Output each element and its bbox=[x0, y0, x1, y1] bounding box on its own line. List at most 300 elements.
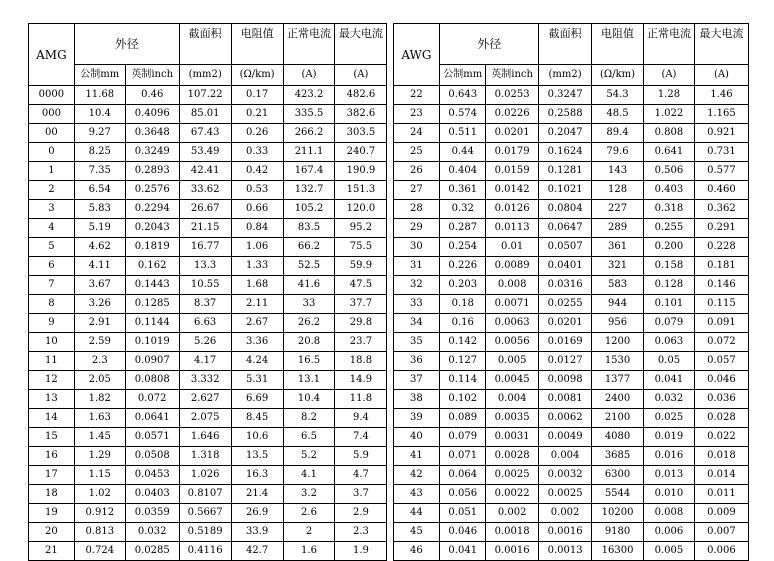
right-cell: 583 bbox=[592, 276, 644, 295]
right-cell: 35 bbox=[393, 333, 440, 352]
left-cell: 53.49 bbox=[179, 143, 231, 162]
right-cell: 0.013 bbox=[644, 466, 695, 485]
right-cell: 44 bbox=[393, 504, 440, 523]
left-cell: 0.8107 bbox=[179, 485, 231, 504]
left-cell: 1.06 bbox=[231, 238, 283, 257]
left-cell: 8.25 bbox=[74, 143, 125, 162]
left-cell: 67.43 bbox=[179, 124, 231, 143]
left-cell: 41.6 bbox=[283, 276, 335, 295]
right-cell: 0.203 bbox=[440, 276, 486, 295]
right-cell: 0.091 bbox=[694, 314, 748, 333]
right-cell: 0.0016 bbox=[486, 542, 539, 561]
inch-subheader-right: 英制inch bbox=[486, 65, 539, 86]
left-cell: 0.84 bbox=[231, 219, 283, 238]
left-cell: 0.26 bbox=[231, 124, 283, 143]
left-cell: 1.6 bbox=[283, 542, 335, 561]
left-cell: 1.646 bbox=[179, 428, 231, 447]
left-cell: 482.6 bbox=[335, 86, 387, 105]
left-cell: 18.8 bbox=[335, 352, 387, 371]
right-cell: 0.0127 bbox=[539, 352, 592, 371]
left-cell: 3.26 bbox=[74, 295, 125, 314]
left-cell: 16.77 bbox=[179, 238, 231, 257]
right-cell: 0.079 bbox=[644, 314, 695, 333]
left-cell: 0.5189 bbox=[179, 523, 231, 542]
right-cell: 0.011 bbox=[694, 485, 748, 504]
left-cell: 0.0285 bbox=[125, 542, 179, 561]
right-cell: 289 bbox=[592, 219, 644, 238]
right-cell: 0.041 bbox=[644, 371, 695, 390]
right-cell: 0.574 bbox=[440, 105, 486, 124]
right-cell: 0.010 bbox=[644, 485, 695, 504]
right-cell: 1530 bbox=[592, 352, 644, 371]
right-cell: 0.008 bbox=[644, 504, 695, 523]
right-cell: 0.009 bbox=[694, 504, 748, 523]
right-cell: 1.28 bbox=[644, 86, 695, 105]
right-cell: 0.008 bbox=[486, 276, 539, 295]
right-cell: 0.057 bbox=[694, 352, 748, 371]
right-cell: 0.0316 bbox=[539, 276, 592, 295]
left-cell: 66.2 bbox=[283, 238, 335, 257]
right-cell: 29 bbox=[393, 219, 440, 238]
right-cell: 9180 bbox=[592, 523, 644, 542]
left-cell: 4.7 bbox=[335, 466, 387, 485]
resistance-unit-right: (Ω/km) bbox=[592, 65, 644, 86]
left-cell: 6 bbox=[29, 257, 75, 276]
left-cell: 0.0359 bbox=[125, 504, 179, 523]
left-cell: 75.5 bbox=[335, 238, 387, 257]
mm-subheader-right: 公制mm bbox=[440, 65, 486, 86]
max-current-unit-left: (A) bbox=[335, 65, 387, 86]
max-current-header-right: 最大电流 bbox=[694, 24, 748, 65]
right-cell: 0.0031 bbox=[486, 428, 539, 447]
right-cell: 0.16 bbox=[440, 314, 486, 333]
right-cell: 0.0035 bbox=[486, 409, 539, 428]
right-cell: 0.0025 bbox=[486, 466, 539, 485]
right-cell: 0.0056 bbox=[486, 333, 539, 352]
right-cell: 0.0126 bbox=[486, 200, 539, 219]
left-cell: 4.11 bbox=[74, 257, 125, 276]
left-cell: 10 bbox=[29, 333, 75, 352]
left-cell: 0.5667 bbox=[179, 504, 231, 523]
right-cell: 0.44 bbox=[440, 143, 486, 162]
right-cell: 0.0226 bbox=[486, 105, 539, 124]
left-cell: 13.3 bbox=[179, 257, 231, 276]
left-cell: 37.7 bbox=[335, 295, 387, 314]
right-cell: 0.0013 bbox=[539, 542, 592, 561]
right-cell: 2100 bbox=[592, 409, 644, 428]
right-cell: 0.228 bbox=[694, 238, 748, 257]
left-cell: 26.67 bbox=[179, 200, 231, 219]
right-cell: 0.079 bbox=[440, 428, 486, 447]
right-cell: 0.114 bbox=[440, 371, 486, 390]
left-cell: 151.3 bbox=[335, 181, 387, 200]
right-cell: 0.046 bbox=[440, 523, 486, 542]
left-cell: 0.2893 bbox=[125, 162, 179, 181]
right-cell: 1.46 bbox=[694, 86, 748, 105]
left-cell: 5.83 bbox=[74, 200, 125, 219]
right-cell: 0.051 bbox=[440, 504, 486, 523]
left-cell: 423.2 bbox=[283, 86, 335, 105]
left-cell: 13 bbox=[29, 390, 75, 409]
left-cell: 3.67 bbox=[74, 276, 125, 295]
left-cell: 0.3648 bbox=[125, 124, 179, 143]
left-cell: 0.21 bbox=[231, 105, 283, 124]
left-cell: 17 bbox=[29, 466, 75, 485]
right-cell: 944 bbox=[592, 295, 644, 314]
left-cell: 12 bbox=[29, 371, 75, 390]
left-cell: 2.3 bbox=[335, 523, 387, 542]
right-cell: 0.0507 bbox=[539, 238, 592, 257]
right-cell: 6300 bbox=[592, 466, 644, 485]
left-cell: 33 bbox=[283, 295, 335, 314]
right-cell: 10200 bbox=[592, 504, 644, 523]
left-cell: 0.072 bbox=[125, 390, 179, 409]
right-cell: 0.0028 bbox=[486, 447, 539, 466]
right-cell: 0.0255 bbox=[539, 295, 592, 314]
right-cell: 0.0201 bbox=[486, 124, 539, 143]
left-cell: 42.41 bbox=[179, 162, 231, 181]
right-cell: 42 bbox=[393, 466, 440, 485]
right-cell: 0.018 bbox=[694, 447, 748, 466]
right-cell: 0.0063 bbox=[486, 314, 539, 333]
right-cell: 0.403 bbox=[644, 181, 695, 200]
left-cell: 42.7 bbox=[231, 542, 283, 561]
right-cell: 0.0025 bbox=[539, 485, 592, 504]
left-cell: 0.162 bbox=[125, 257, 179, 276]
left-cell: 13.5 bbox=[231, 447, 283, 466]
right-cell: 0.0045 bbox=[486, 371, 539, 390]
right-cell: 30 bbox=[393, 238, 440, 257]
left-cell: 0.0453 bbox=[125, 466, 179, 485]
left-cell: 2.11 bbox=[231, 295, 283, 314]
right-cell: 0.0081 bbox=[539, 390, 592, 409]
left-cell: 21 bbox=[29, 542, 75, 561]
right-cell: 0.046 bbox=[694, 371, 748, 390]
right-cell: 45 bbox=[393, 523, 440, 542]
right-cell: 79.6 bbox=[592, 143, 644, 162]
right-cell: 0.014 bbox=[694, 466, 748, 485]
right-cell: 54.3 bbox=[592, 86, 644, 105]
right-cell: 32 bbox=[393, 276, 440, 295]
right-cell: 227 bbox=[592, 200, 644, 219]
left-cell: 0.813 bbox=[74, 523, 125, 542]
right-cell: 0.0159 bbox=[486, 162, 539, 181]
resistance-header-right: 电阻值 bbox=[592, 24, 644, 65]
area-header-left: 截面积 bbox=[179, 24, 231, 65]
amg-header: AMG bbox=[29, 24, 75, 86]
right-cell: 28 bbox=[393, 200, 440, 219]
right-cell: 0.063 bbox=[644, 333, 695, 352]
right-cell: 23 bbox=[393, 105, 440, 124]
left-cell: 11 bbox=[29, 352, 75, 371]
left-cell: 5 bbox=[29, 238, 75, 257]
left-cell: 6.63 bbox=[179, 314, 231, 333]
right-cell: 0.0647 bbox=[539, 219, 592, 238]
left-cell: 7.4 bbox=[335, 428, 387, 447]
right-cell: 0.007 bbox=[694, 523, 748, 542]
left-cell: 15 bbox=[29, 428, 75, 447]
left-cell: 0.4116 bbox=[179, 542, 231, 561]
right-cell: 39 bbox=[393, 409, 440, 428]
right-cell: 5544 bbox=[592, 485, 644, 504]
right-cell: 0.404 bbox=[440, 162, 486, 181]
left-cell: 240.7 bbox=[335, 143, 387, 162]
left-cell: 14.9 bbox=[335, 371, 387, 390]
left-cell: 4 bbox=[29, 219, 75, 238]
right-cell: 143 bbox=[592, 162, 644, 181]
left-cell: 3 bbox=[29, 200, 75, 219]
left-cell: 0.1019 bbox=[125, 333, 179, 352]
right-cell: 0.318 bbox=[644, 200, 695, 219]
right-cell: 0.142 bbox=[440, 333, 486, 352]
right-cell: 0.019 bbox=[644, 428, 695, 447]
inch-subheader-left: 英制inch bbox=[125, 65, 179, 86]
left-cell: 2.6 bbox=[283, 504, 335, 523]
left-cell: 0.17 bbox=[231, 86, 283, 105]
right-cell: 0.460 bbox=[694, 181, 748, 200]
left-cell: 52.5 bbox=[283, 257, 335, 276]
left-cell: 1.02 bbox=[74, 485, 125, 504]
right-cell: 0.006 bbox=[644, 523, 695, 542]
right-cell: 0.511 bbox=[440, 124, 486, 143]
right-cell: 34 bbox=[393, 314, 440, 333]
left-cell: 1.68 bbox=[231, 276, 283, 295]
left-cell: 0.2576 bbox=[125, 181, 179, 200]
left-cell: 0.46 bbox=[125, 86, 179, 105]
right-cell: 3685 bbox=[592, 447, 644, 466]
left-cell: 10.6 bbox=[231, 428, 283, 447]
left-cell: 000 bbox=[29, 105, 75, 124]
left-cell: 0.3249 bbox=[125, 143, 179, 162]
left-cell: 00 bbox=[29, 124, 75, 143]
left-cell: 33.9 bbox=[231, 523, 283, 542]
wire-gauge-table-wrapper bbox=[28, 23, 749, 561]
right-cell: 0.0804 bbox=[539, 200, 592, 219]
left-cell: 211.1 bbox=[283, 143, 335, 162]
left-cell: 2.05 bbox=[74, 371, 125, 390]
right-cell: 0.041 bbox=[440, 542, 486, 561]
left-cell: 47.5 bbox=[335, 276, 387, 295]
right-cell: 0.127 bbox=[440, 352, 486, 371]
left-cell: 26.2 bbox=[283, 314, 335, 333]
right-cell: 0.002 bbox=[486, 504, 539, 523]
right-cell: 48.5 bbox=[592, 105, 644, 124]
right-cell: 0.255 bbox=[644, 219, 695, 238]
diameter-header-left: 外径 bbox=[74, 24, 179, 65]
left-cell: 33.62 bbox=[179, 181, 231, 200]
left-cell: 0.33 bbox=[231, 143, 283, 162]
right-cell: 0.0179 bbox=[486, 143, 539, 162]
left-cell: 0.0907 bbox=[125, 352, 179, 371]
right-cell: 0.01 bbox=[486, 238, 539, 257]
right-cell: 0.128 bbox=[644, 276, 695, 295]
right-cell: 0.18 bbox=[440, 295, 486, 314]
right-cell: 1.165 bbox=[694, 105, 748, 124]
left-cell: 1.026 bbox=[179, 466, 231, 485]
left-cell: 2 bbox=[29, 181, 75, 200]
left-cell: 120.0 bbox=[335, 200, 387, 219]
right-cell: 0.641 bbox=[644, 143, 695, 162]
left-cell: 0.032 bbox=[125, 523, 179, 542]
left-cell: 2.59 bbox=[74, 333, 125, 352]
right-cell: 0.200 bbox=[644, 238, 695, 257]
left-cell: 2.627 bbox=[179, 390, 231, 409]
right-cell: 0.006 bbox=[694, 542, 748, 561]
right-cell: 0.0032 bbox=[539, 466, 592, 485]
right-cell: 0.101 bbox=[644, 295, 695, 314]
right-cell: 0.056 bbox=[440, 485, 486, 504]
right-cell: 25 bbox=[393, 143, 440, 162]
left-cell: 0.0808 bbox=[125, 371, 179, 390]
right-cell: 0.0169 bbox=[539, 333, 592, 352]
left-cell: 1.318 bbox=[179, 447, 231, 466]
left-cell: 16 bbox=[29, 447, 75, 466]
left-cell: 0.1144 bbox=[125, 314, 179, 333]
mm-subheader-left: 公制mm bbox=[74, 65, 125, 86]
left-cell: 18 bbox=[29, 485, 75, 504]
right-cell: 0.025 bbox=[644, 409, 695, 428]
left-cell: 4.1 bbox=[283, 466, 335, 485]
right-cell: 0.731 bbox=[694, 143, 748, 162]
left-cell: 0.2294 bbox=[125, 200, 179, 219]
area-unit-left: (mm2) bbox=[179, 65, 231, 86]
right-cell: 0.3247 bbox=[539, 86, 592, 105]
left-cell: 8.2 bbox=[283, 409, 335, 428]
right-cell: 0.808 bbox=[644, 124, 695, 143]
max-current-header-left: 最大电流 bbox=[335, 24, 387, 65]
left-cell: 59.9 bbox=[335, 257, 387, 276]
right-cell: 0.0022 bbox=[486, 485, 539, 504]
right-cell: 0.071 bbox=[440, 447, 486, 466]
left-cell: 5.19 bbox=[74, 219, 125, 238]
left-cell: 8 bbox=[29, 295, 75, 314]
right-cell: 0.004 bbox=[539, 447, 592, 466]
left-cell: 0.1285 bbox=[125, 295, 179, 314]
right-cell: 0.004 bbox=[486, 390, 539, 409]
right-cell: 0.002 bbox=[539, 504, 592, 523]
left-cell: 4.24 bbox=[231, 352, 283, 371]
left-cell: 20 bbox=[29, 523, 75, 542]
left-cell: 105.2 bbox=[283, 200, 335, 219]
right-cell: 0.022 bbox=[694, 428, 748, 447]
right-cell: 0.064 bbox=[440, 466, 486, 485]
left-cell: 8.45 bbox=[231, 409, 283, 428]
right-cell: 0.102 bbox=[440, 390, 486, 409]
right-cell: 33 bbox=[393, 295, 440, 314]
right-cell: 0.0401 bbox=[539, 257, 592, 276]
header-row-1 bbox=[29, 24, 749, 65]
left-cell: 0.912 bbox=[74, 504, 125, 523]
awg-header: AWG bbox=[393, 24, 440, 86]
resistance-unit-left: (Ω/km) bbox=[231, 65, 283, 86]
left-cell: 10.4 bbox=[74, 105, 125, 124]
right-cell: 89.4 bbox=[592, 124, 644, 143]
left-cell: 107.22 bbox=[179, 86, 231, 105]
left-cell: 2.91 bbox=[74, 314, 125, 333]
right-cell: 0.005 bbox=[644, 542, 695, 561]
right-cell: 0.0201 bbox=[539, 314, 592, 333]
left-cell: 2.9 bbox=[335, 504, 387, 523]
right-cell: 0.016 bbox=[644, 447, 695, 466]
left-cell: 0.66 bbox=[231, 200, 283, 219]
right-cell: 43 bbox=[393, 485, 440, 504]
right-cell: 36 bbox=[393, 352, 440, 371]
right-cell: 0.0089 bbox=[486, 257, 539, 276]
left-cell: 0.724 bbox=[74, 542, 125, 561]
right-cell: 0.115 bbox=[694, 295, 748, 314]
right-cell: 26 bbox=[393, 162, 440, 181]
left-cell: 5.2 bbox=[283, 447, 335, 466]
right-cell: 0.032 bbox=[644, 390, 695, 409]
left-cell: 4.17 bbox=[179, 352, 231, 371]
right-cell: 1377 bbox=[592, 371, 644, 390]
left-cell: 382.6 bbox=[335, 105, 387, 124]
left-cell: 9 bbox=[29, 314, 75, 333]
left-cell: 335.5 bbox=[283, 105, 335, 124]
right-cell: 40 bbox=[393, 428, 440, 447]
left-cell: 0.0571 bbox=[125, 428, 179, 447]
max-current-unit-right: (A) bbox=[694, 65, 748, 86]
right-cell: 27 bbox=[393, 181, 440, 200]
right-cell: 0.146 bbox=[694, 276, 748, 295]
left-cell: 21.4 bbox=[231, 485, 283, 504]
right-cell: 38 bbox=[393, 390, 440, 409]
right-cell: 321 bbox=[592, 257, 644, 276]
left-cell: 3.2 bbox=[283, 485, 335, 504]
right-cell: 0.028 bbox=[694, 409, 748, 428]
right-cell: 0.506 bbox=[644, 162, 695, 181]
normal-current-header-right: 正常电流 bbox=[644, 24, 695, 65]
right-cell: 41 bbox=[393, 447, 440, 466]
right-cell: 0.036 bbox=[694, 390, 748, 409]
right-cell: 46 bbox=[393, 542, 440, 561]
right-cell: 31 bbox=[393, 257, 440, 276]
right-cell: 1200 bbox=[592, 333, 644, 352]
left-cell: 9.27 bbox=[74, 124, 125, 143]
left-cell: 6.54 bbox=[74, 181, 125, 200]
right-cell: 0.0253 bbox=[486, 86, 539, 105]
right-cell: 0.181 bbox=[694, 257, 748, 276]
normal-current-unit-left: (A) bbox=[283, 65, 335, 86]
right-cell: 0.0062 bbox=[539, 409, 592, 428]
right-cell: 0.1021 bbox=[539, 181, 592, 200]
left-cell: 23.7 bbox=[335, 333, 387, 352]
diameter-header-right: 外径 bbox=[440, 24, 539, 65]
right-cell: 0.2047 bbox=[539, 124, 592, 143]
left-cell: 26.9 bbox=[231, 504, 283, 523]
left-cell: 4.62 bbox=[74, 238, 125, 257]
right-cell: 0.32 bbox=[440, 200, 486, 219]
left-cell: 10.55 bbox=[179, 276, 231, 295]
left-cell: 1 bbox=[29, 162, 75, 181]
left-cell: 1.29 bbox=[74, 447, 125, 466]
left-cell: 3.7 bbox=[335, 485, 387, 504]
right-cell: 0.005 bbox=[486, 352, 539, 371]
left-cell: 0.53 bbox=[231, 181, 283, 200]
left-cell: 0 bbox=[29, 143, 75, 162]
right-cell: 0.089 bbox=[440, 409, 486, 428]
right-cell: 0.072 bbox=[694, 333, 748, 352]
left-cell: 0.0403 bbox=[125, 485, 179, 504]
left-cell: 0.0641 bbox=[125, 409, 179, 428]
right-cell: 0.1281 bbox=[539, 162, 592, 181]
left-cell: 95.2 bbox=[335, 219, 387, 238]
left-cell: 7.35 bbox=[74, 162, 125, 181]
left-cell: 0.0508 bbox=[125, 447, 179, 466]
right-cell: 22 bbox=[393, 86, 440, 105]
right-cell: 2400 bbox=[592, 390, 644, 409]
left-cell: 132.7 bbox=[283, 181, 335, 200]
